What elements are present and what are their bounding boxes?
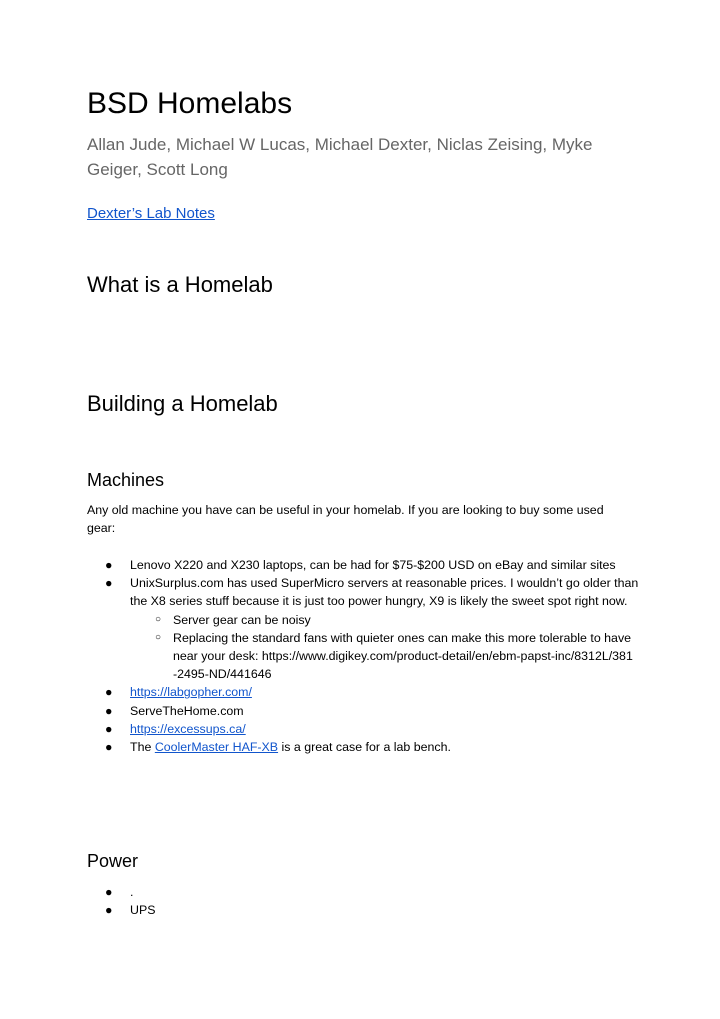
list-item-text: UPS	[130, 903, 156, 918]
heading-power: Power	[87, 851, 139, 871]
heading-what-is-homelab: What is a Homelab	[87, 272, 273, 297]
hollow-bullet-icon: ○	[155, 631, 162, 643]
machines-intro-paragraph: Any old machine you have can be useful in your homelab. If you are looking to buy some used gear:	[87, 503, 604, 536]
list-item-coolermaster	[87, 738, 650, 756]
bullet-icon: ●	[105, 558, 113, 572]
heading-machines: Machines	[87, 470, 165, 490]
list-item-text: Lenovo X220 and X230 laptops, can be had for $75-$200 USD on eBay and similar sites	[130, 558, 616, 572]
hollow-bullet-icon: ○	[155, 613, 162, 625]
list-item-unixsurplus	[87, 574, 650, 683]
bullet-icon: ●	[105, 903, 113, 918]
excessups-link[interactable]: https://excessups.ca/	[130, 721, 246, 736]
heading-building-homelab: Building a Homelab	[87, 391, 278, 416]
bullet-icon: ●	[105, 685, 113, 700]
list-item-servethehome	[87, 702, 650, 720]
list-item-text: .	[130, 885, 134, 899]
document-authors: Allan Jude, Michael W Lucas, Michael Dexter, Niclas Zeising, Myke Geiger, Scott Long	[87, 135, 593, 179]
list-item-text: The	[130, 740, 152, 755]
bullet-icon: ●	[105, 721, 113, 736]
list-item-power-dot	[87, 883, 650, 901]
power-list	[87, 883, 650, 919]
bullet-icon: ●	[105, 885, 113, 899]
sublist-item-fans	[130, 629, 636, 684]
bullet-icon: ●	[105, 740, 113, 755]
dexters-lab-notes-link[interactable]: Dexter’s Lab Notes	[87, 205, 215, 222]
list-item-text: is a great case for a lab bench.	[281, 740, 451, 755]
sublist-item-text: Server gear can be noisy	[173, 612, 311, 627]
list-item-excessups	[87, 720, 650, 738]
unixsurplus-sublist	[130, 611, 650, 684]
bullet-icon: ●	[105, 703, 113, 718]
list-item-lenovo	[87, 556, 650, 574]
list-item-labgopher	[87, 683, 650, 701]
list-item-text: ServeTheHome.com	[130, 703, 244, 718]
machines-list	[87, 556, 650, 756]
labgopher-link[interactable]: https://labgopher.com/	[130, 685, 252, 700]
document-title: BSD Homelabs	[87, 87, 293, 120]
sublist-item-noisy	[130, 611, 636, 629]
sublist-item-text: Replacing the standard fans with quieter ones can make this more tolerable to have near your desk: https://www.digikey.com/product-detail/en/ebm-papst-inc/8312L/381-2495-ND/441646	[173, 630, 633, 682]
bullet-icon: ●	[105, 576, 113, 591]
list-item-ups	[87, 901, 650, 919]
list-item-text: UnixSurplus.com has used SuperMicro servers at reasonable prices. I wouldn’t go older than the X8 series stuff because it is just too power hungry, X9 is likely the sweet spot right now.	[130, 576, 639, 609]
coolermaster-link[interactable]: CoolerMaster HAF-XB	[154, 740, 279, 755]
lab-notes-link-line	[87, 203, 215, 225]
